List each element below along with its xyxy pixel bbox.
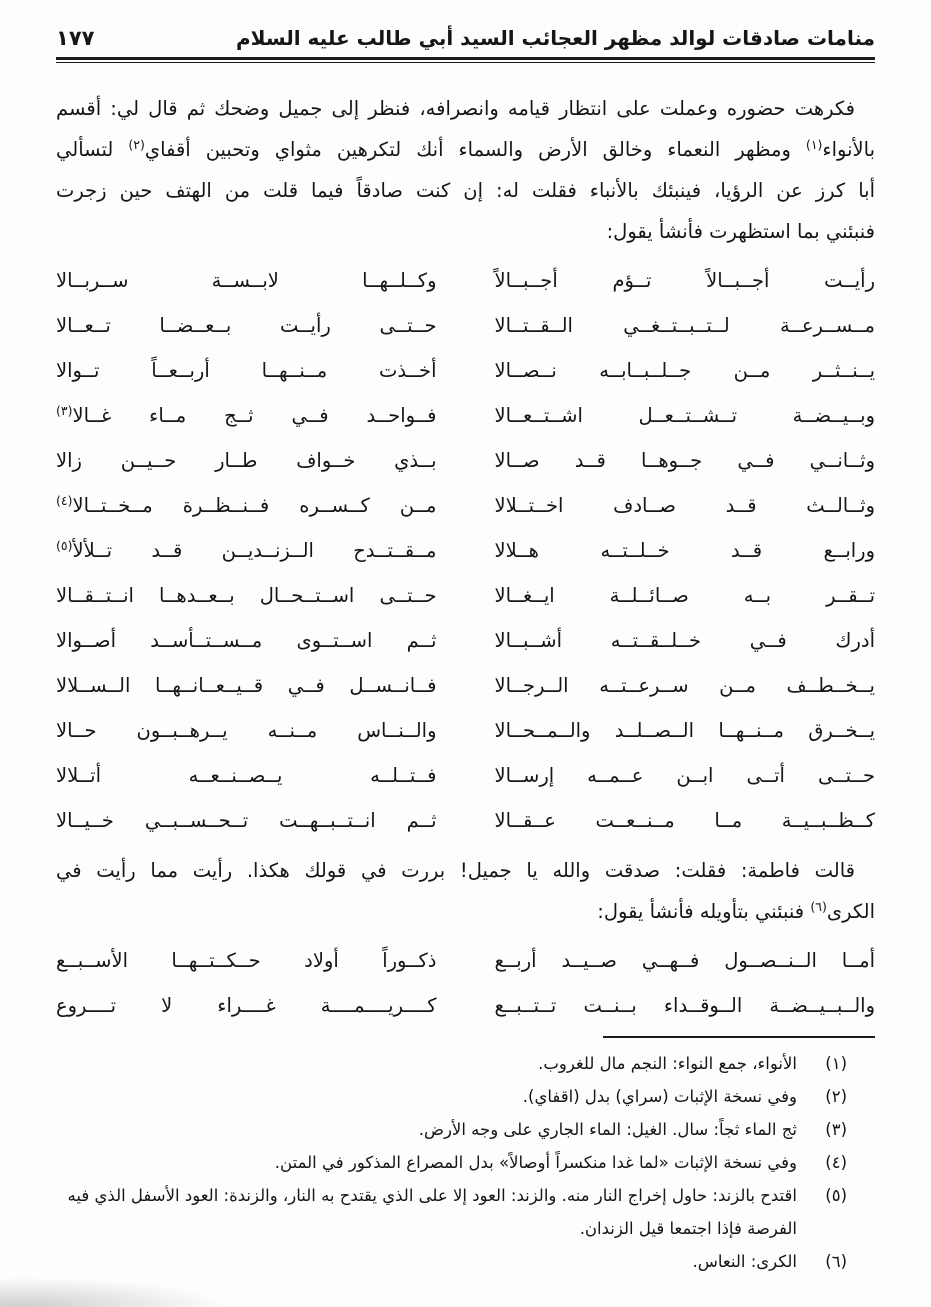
verse-row [56, 945, 875, 976]
hemistich-left [56, 805, 437, 836]
intro-paragraph [56, 88, 875, 252]
footnote-item [56, 1146, 847, 1179]
hemistich-left [56, 945, 437, 976]
footnote-number: (٥) [825, 1186, 847, 1205]
verse-row [56, 760, 875, 791]
hemistich-text: أخــذت مــنــهــا أربــعــاً تــوالا [56, 359, 437, 382]
verse-row [56, 805, 875, 836]
footnotes-separator [603, 1036, 875, 1038]
text-segment: الكرى [826, 900, 875, 923]
verse-row [56, 625, 875, 656]
hemistich-left [56, 580, 437, 611]
hemistich-right [495, 580, 876, 611]
hemistich-text: يــخــرق مــنــهــا الــصــلــد والــمــحــالا [494, 719, 875, 742]
hemistich-left [56, 355, 437, 386]
hemistich-text: بــذي خــواف طــار حــيــن زالا [56, 449, 437, 472]
text-segment: لتسألي [56, 138, 114, 161]
footnote-number: (١) [825, 1054, 847, 1073]
hemistich-text: حــتــى اســتــحــال بــعــدهــا انــتــقــالا [56, 584, 437, 607]
hemistich-text: يــخــطــف مــن ســرعــتــه الــرجــالا [494, 674, 875, 697]
text-segment: ومظهر النعماء وخالق الأرض والسماء أنك لتكرهين مثواي وتحبين أقفاي [144, 138, 791, 161]
hemistich-text: تــقــر بــه صــائــلــة ايــغــالا [494, 584, 875, 607]
footnote-ref: (٣) [56, 403, 73, 418]
footnote-text: وفي نسخة الإثبات (سراي) بدل (اقفاي). [522, 1087, 797, 1106]
footnote-text: وفي نسخة الإثبات «لما غدا منكسراً أوصالاً» بدل المصراع المذكور في المتن. [274, 1153, 797, 1172]
hemistich-left [56, 670, 437, 701]
hemistich-right [495, 670, 876, 701]
paragraph-line [56, 891, 875, 932]
hemistich-text: كــــريــــمــــة غــــراء لا تــــروع [56, 994, 437, 1017]
footnote-ref-6: (٦) [810, 899, 827, 914]
hemistich-text: وبــيــضــة تــشــتــعــل اشــتــعــالا [494, 404, 875, 427]
paragraph-line [56, 129, 875, 170]
footnote-text: الأنواء، جمع النواء: النجم مال للغروب. [538, 1054, 797, 1073]
middle-paragraph [56, 850, 875, 932]
hemistich-text: حــتــى رأيــت بــعــضــا تــعــالا [56, 314, 437, 337]
page-number: ١٧٧ [56, 26, 95, 50]
verse-row [56, 535, 875, 566]
hemistich-left [56, 400, 437, 431]
hemistich-right [495, 490, 876, 521]
hemistich-text: أدرك فــي خــلــقــتــه أشــبــالا [494, 629, 875, 652]
hemistich-left [56, 490, 437, 521]
verse-row [56, 490, 875, 521]
hemistich-text: والــبــيــضــة الــوقــداء بــنــت تــتــبــع [494, 994, 875, 1017]
paragraph-line: فكرهت حضوره وعملت على انتظار قيامه وانصرافه، فنظر إلى جميل وضحك ثم قال لي: أقسم [56, 97, 855, 120]
footnote-item [56, 1113, 847, 1146]
hemistich-left [56, 625, 437, 656]
hemistich-right [495, 945, 876, 976]
footnote-ref: (٥) [56, 538, 73, 553]
footnote-number: (٢) [825, 1087, 847, 1106]
hemistich-right [495, 715, 876, 746]
hemistich-text: والــنــاس مــنــه يــرهــبــون حــالا [56, 719, 437, 742]
header-row [56, 26, 875, 50]
hemistich-text: فــتــلــه يــصــنــعــه أتــلالا [56, 764, 437, 787]
footnote-number: (٤) [825, 1153, 847, 1172]
footnote-ref-2: (٢) [128, 137, 145, 152]
verse-row [56, 715, 875, 746]
hemistich-right [495, 310, 876, 341]
verse-row [56, 990, 875, 1021]
footnote-item [56, 1245, 847, 1278]
hemistich-left [56, 445, 437, 476]
hemistich-text: كــظــبــيــة مــا مــنــعــت عــقــالا [494, 809, 875, 832]
hemistich-right [495, 760, 876, 791]
hemistich-left [56, 990, 437, 1021]
paragraph-line: قالت فاطمة: فقلت: صدقت والله يا جميل! بررت في قولك هكذا. رأيت مما رأيت في [56, 859, 855, 882]
hemistich-text: حــتــى أتــى ابــن عــمــه إرســالا [494, 764, 875, 787]
hemistich-text: رأيــت أجــبــالاً تــؤم أجــبــالاً [494, 269, 875, 292]
hemistich-text: وثــالــث قــد صــادف اخــتــلالا [494, 494, 875, 517]
hemistich-right [495, 265, 876, 296]
hemistich-text: مــن كــســره فــنــظــرة مــخــتــالا [72, 494, 437, 517]
verse-row [56, 670, 875, 701]
hemistich-text: ثــم اســتــوى مــســتــأســد أصــوالا [56, 629, 437, 652]
footnotes-section [56, 1036, 875, 1278]
hemistich-left [56, 715, 437, 746]
hemistich-text: يــنــثــر مــن جــلــبــابــه نــصــالا [494, 359, 875, 382]
verse-row [56, 445, 875, 476]
hemistich-right [495, 990, 876, 1021]
hemistich-left [56, 535, 437, 566]
text-segment: بالأنواء [822, 138, 875, 161]
verse-row [56, 580, 875, 611]
hemistich-text: مــقــتــدح الــزنــديــن قــد تــلألأ [72, 539, 437, 562]
footnote-number: (٣) [825, 1120, 847, 1139]
footnote-text: الكرى: النعاس. [692, 1252, 797, 1271]
hemistich-text: ذكــوراً أولاد حــكــتــهــا الأســبــع [56, 949, 437, 972]
hemistich-right [495, 355, 876, 386]
second-poem [56, 945, 875, 1021]
first-poem [56, 265, 875, 836]
footnote-item [56, 1179, 847, 1245]
hemistich-text: وكــلــهــا لابــســة ســربــالا [56, 269, 437, 292]
hemistich-left [56, 310, 437, 341]
hemistich-right [495, 805, 876, 836]
hemistich-right [495, 445, 876, 476]
verse-row [56, 265, 875, 296]
hemistich-right [495, 400, 876, 431]
footnote-text: اقتدح بالزند: حاول إخراج النار منه. والزند: العود إلا على الذي يقتدح به النار، والزندة: العود الأسفل الذي فيه الفرصة فإذا اجتمعا قيل الزندان. [67, 1186, 797, 1238]
hemistich-text: فــانــســل فــي قــيــعــانــهــا الــســلالا [56, 674, 437, 697]
verse-row [56, 310, 875, 341]
header-rule-thick [56, 57, 875, 60]
paragraph-line: فنبئني بما استظهرت فأنشأ يقول: [606, 220, 875, 243]
hemistich-text: ورابــع قــد خــلــتــه هــلالا [494, 539, 875, 562]
page-header [56, 26, 875, 63]
footnote-item [56, 1047, 847, 1080]
hemistich-right [495, 625, 876, 656]
verse-row [56, 400, 875, 431]
text-segment: فنبئني بتأويله فأنشأ يقول: [597, 900, 805, 923]
hemistich-right [495, 535, 876, 566]
hemistich-text: فــواحــد فــي ثــج مــاء غــالا [72, 404, 437, 427]
hemistich-text: أمــا الــنــصــول فــهــي صــيــد أربــع [494, 949, 875, 972]
header-rule [56, 57, 875, 63]
hemistich-text: ثــم انــتــبــهــت تــحــســبــي خــيــالا [56, 809, 437, 832]
hemistich-left [56, 760, 437, 791]
hemistich-text: وثــانــي فــي جــوهــا قــد صــالا [494, 449, 875, 472]
page-body [56, 88, 875, 1021]
hemistich-left [56, 265, 437, 296]
footnote-number: (٦) [825, 1252, 847, 1271]
verse-row [56, 355, 875, 386]
footnote-ref-1: (١) [805, 137, 823, 152]
header-rule-thin [56, 62, 875, 63]
footnote-ref: (٤) [56, 493, 73, 508]
paragraph-line: أبا كرز عن الرؤيا، فينبئك بالأنباء فقلت له: إن كنت صادقاً فيما قلت من الهتف حين زجرت [56, 179, 875, 202]
footnote-text: ثج الماء ثجاً: سال. الغيل: الماء الجاري على وجه الأرض. [418, 1120, 797, 1139]
running-header-title: منامات صادقات لوالد مظهر العجائب السيد أبي طالب عليه السلام [236, 26, 875, 50]
hemistich-text: مــســرعــة لــتــبــتــغــي الــقــتــالا [494, 314, 875, 337]
footnotes-list [56, 1047, 875, 1278]
footnote-item [56, 1080, 847, 1113]
